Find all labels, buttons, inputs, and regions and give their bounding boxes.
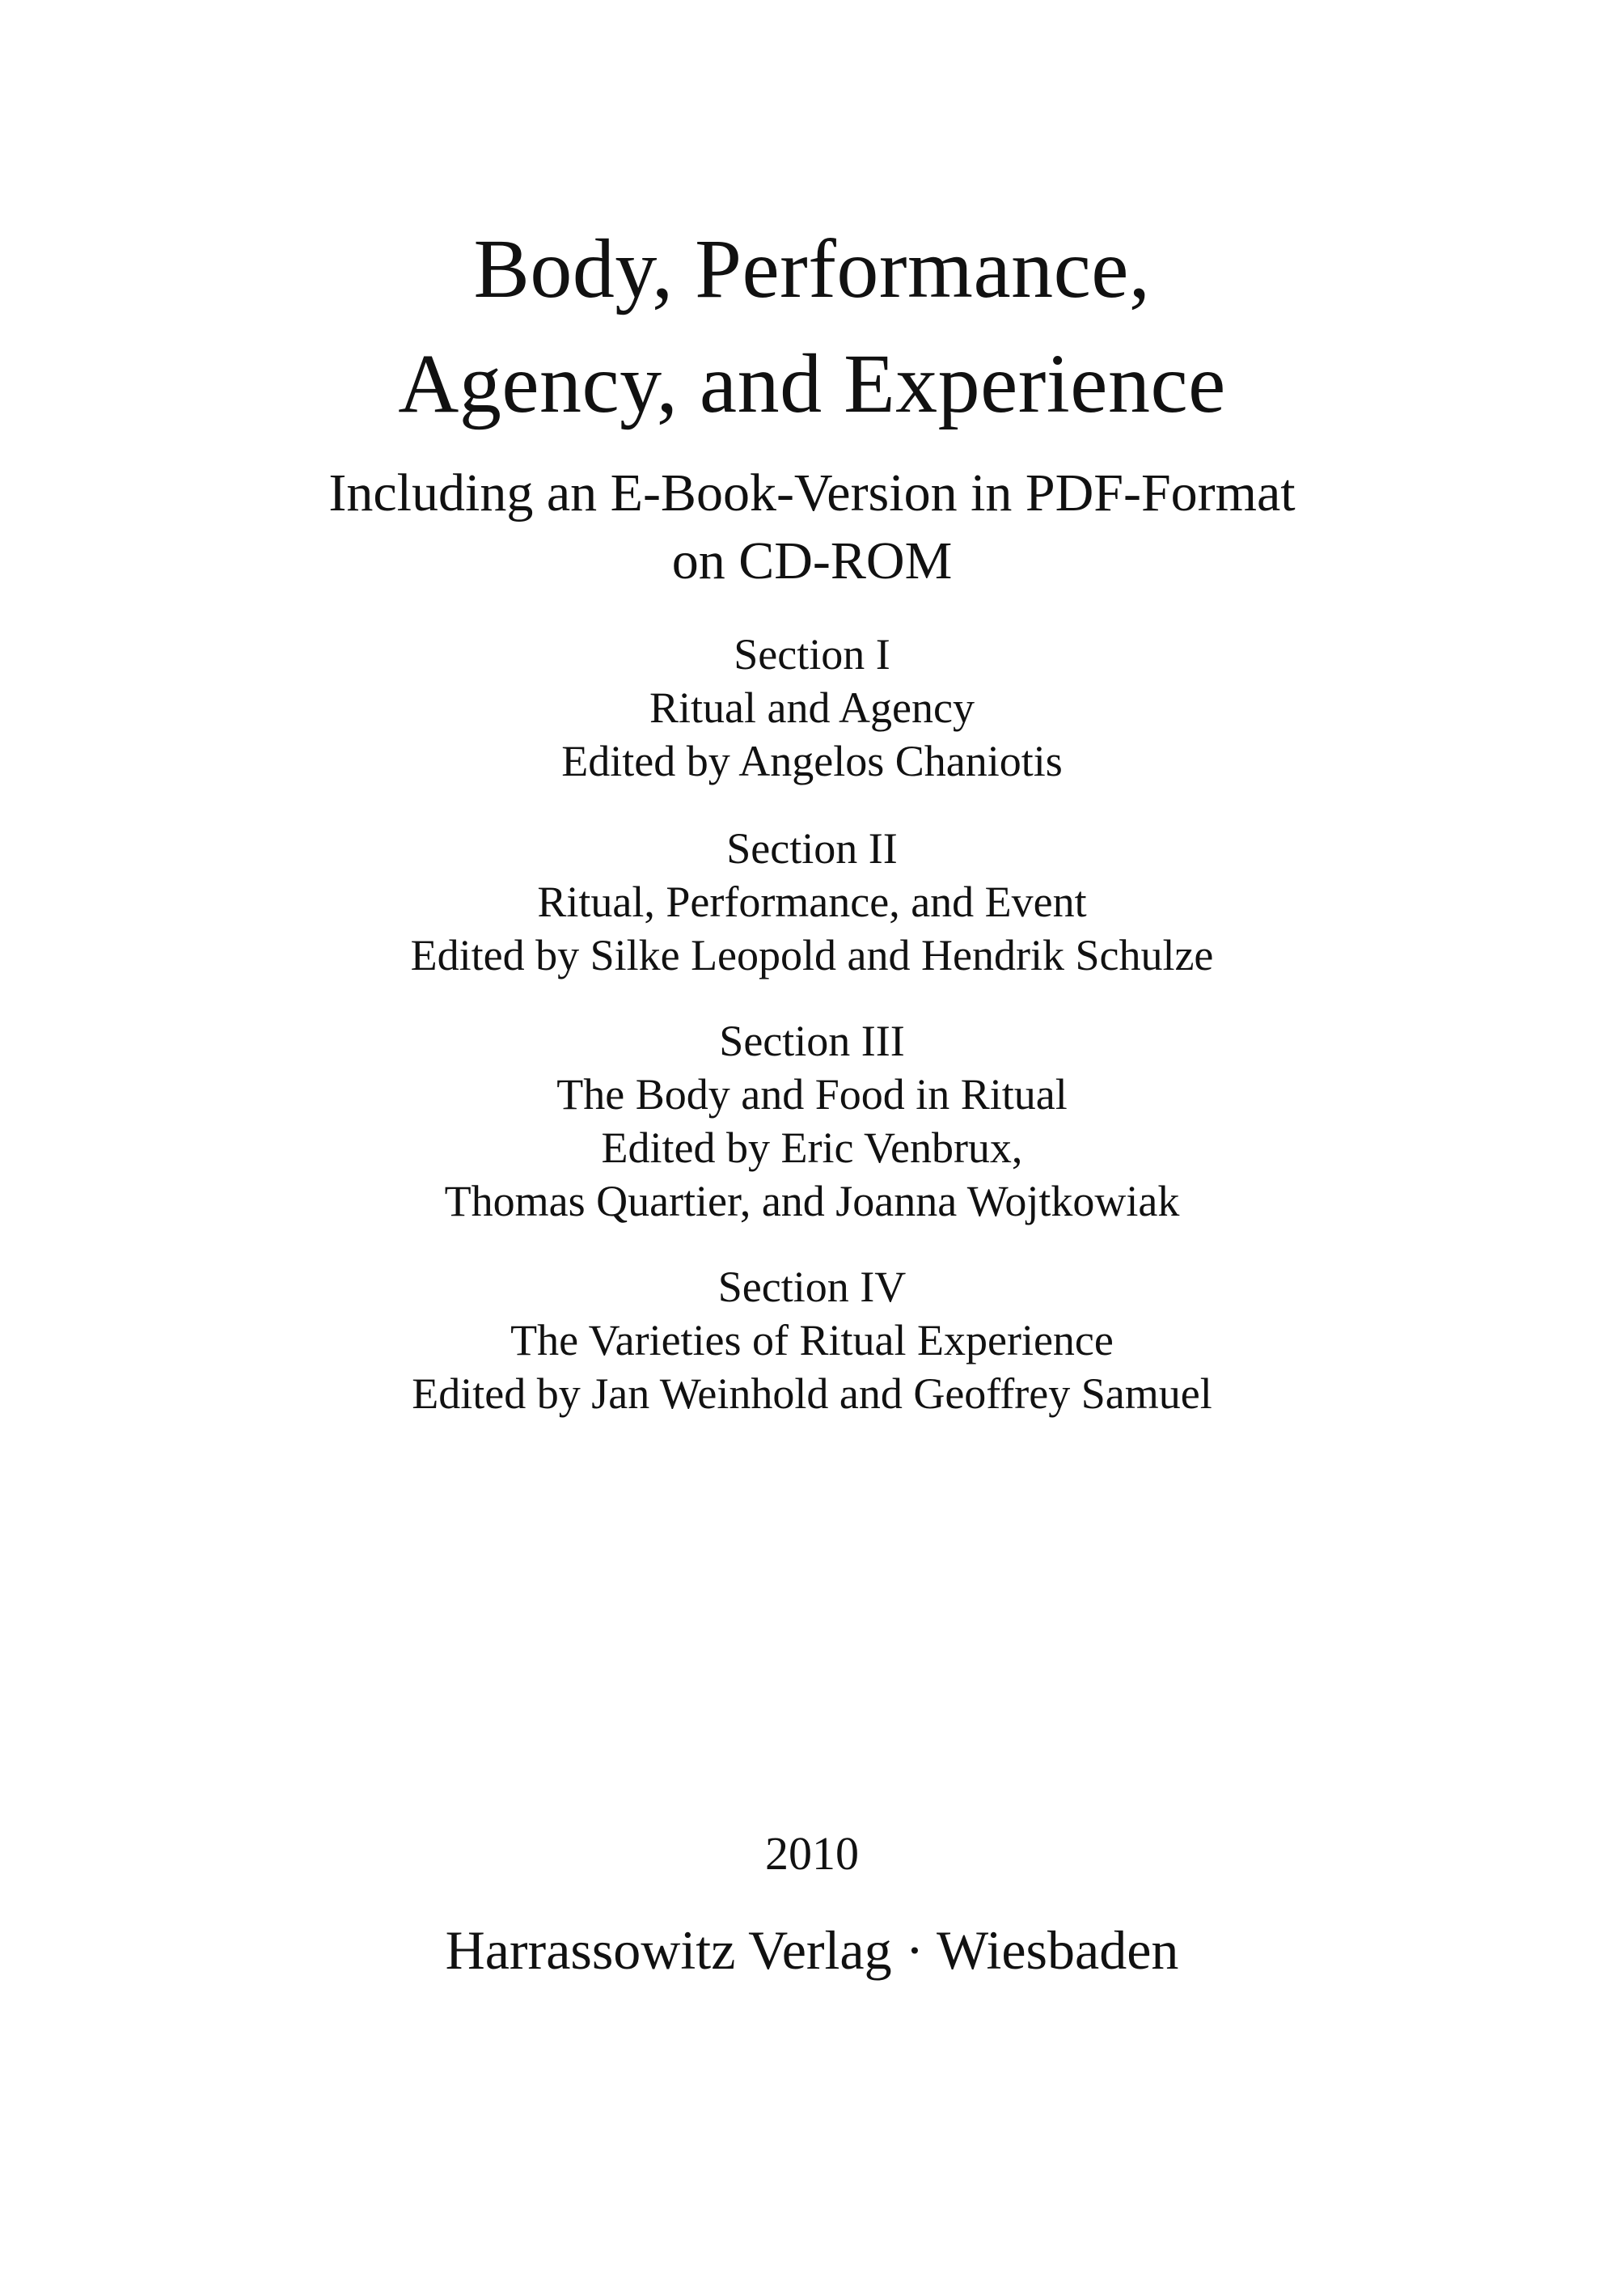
section-editors: Edited by Angelos Chaniotis [561, 737, 1063, 785]
book-title [0, 212, 1624, 442]
book-title-line-1: Body, Performance, [473, 222, 1151, 315]
section-heading: Section III [719, 1017, 905, 1065]
book-subtitle-line-2: on CD-ROM [671, 531, 953, 590]
section-editors-continued: Thomas Quartier, and Joanna Wojtkowiak [444, 1177, 1180, 1225]
section-heading: Section IV [717, 1263, 907, 1311]
book-subtitle-line-1: Including an E-Book-Version in PDF-Format [328, 463, 1296, 522]
section-editors: Edited by Eric Venbrux, [601, 1123, 1023, 1172]
section-title: The Varieties of Ritual Experience [510, 1316, 1114, 1364]
publication-year: 2010 [765, 1827, 859, 1880]
section-1 [0, 628, 1624, 788]
section-heading: Section II [726, 824, 898, 873]
section-3 [0, 1014, 1624, 1228]
section-editors: Edited by Jan Weinhold and Geoffrey Samuel [412, 1369, 1212, 1418]
section-heading: Section I [734, 630, 890, 679]
section-editors: Edited by Silke Leopold and Hendrik Schulze [410, 931, 1214, 979]
book-title-line-2: Agency, and Experience [398, 337, 1226, 430]
book-subtitle [0, 459, 1624, 595]
section-title: Ritual, Performance, and Event [537, 878, 1087, 926]
section-4 [0, 1260, 1624, 1420]
section-2 [0, 822, 1624, 982]
publisher-imprint: Harrassowitz Verlag · Wiesbaden [445, 1919, 1179, 1981]
section-title: Ritual and Agency [649, 683, 975, 732]
section-title: The Body and Food in Ritual [556, 1070, 1068, 1119]
